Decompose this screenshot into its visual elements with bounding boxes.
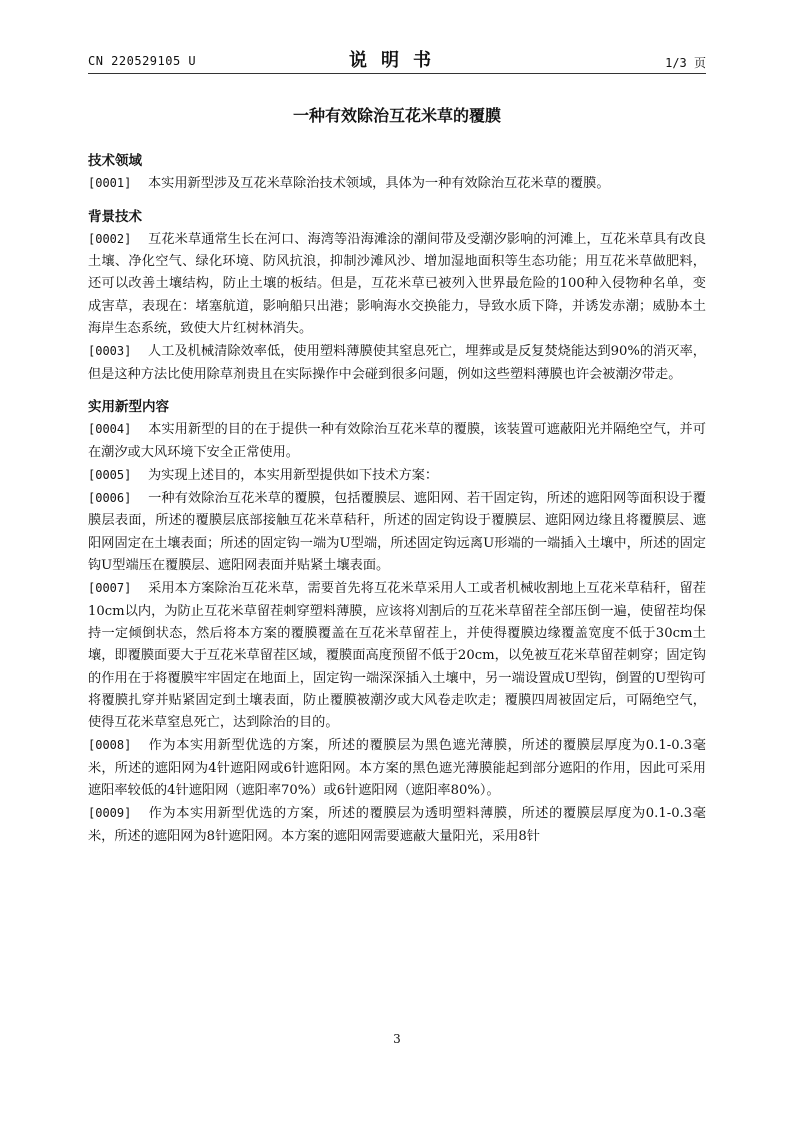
paragraph-text: 作为本实用新型优选的方案，所述的覆膜层为透明塑料薄膜，所述的覆膜层厚度为0.1-0.3毫米，所述的遮阳网为8针遮阳网。本方案的遮阳网需要遮蔽大量阳光，采用8针 bbox=[88, 806, 706, 844]
paragraph-0005 bbox=[88, 464, 706, 487]
page-header bbox=[88, 46, 706, 74]
paragraph-text: 人工及机械清除效率低，使用塑料薄膜使其窒息死亡，埋葬或是反复焚烧能达到90%的消灭率，但是这种方法比使用除草剂贵且在实际操作中会碰到很多问题，例如这些塑料薄膜也许会被潮汐带走。 bbox=[88, 344, 706, 382]
page-indicator: 1/3 页 bbox=[665, 56, 706, 70]
paragraph-text: 作为本实用新型优选的方案，所述的覆膜层为黑色遮光薄膜，所述的覆膜层厚度为0.1-0.3毫米，所述的遮阳网为4针遮阳网或6针遮阳网。本方案的黑色遮光薄膜能起到部分遮阳的作用，因此可采用遮阳率较低的4针遮阳网（遮阳率70%）或6针遮阳网（遮阳率80%）。 bbox=[88, 738, 706, 799]
document-body bbox=[88, 150, 706, 848]
header-rule bbox=[88, 73, 706, 74]
section-heading-utility-model-content: 实用新型内容 bbox=[88, 398, 169, 415]
document-type: 说明书 bbox=[349, 50, 445, 71]
paragraph-0008 bbox=[88, 734, 706, 802]
paragraph-0001 bbox=[88, 172, 706, 195]
paragraph-text: 为实现上述目的，本实用新型提供如下技术方案： bbox=[148, 467, 439, 483]
paragraph-0009 bbox=[88, 802, 706, 848]
paragraph-0003 bbox=[88, 340, 706, 386]
paragraph-0002 bbox=[88, 228, 706, 340]
paragraph-text: 一种有效除治互花米草的覆膜，包括覆膜层、遮阳网、若干固定钩，所述的遮阳网等面积设于覆膜层表面，所述的覆膜层底部接触互花米草秸秆，所述的固定钩设于覆膜层、遮阳网边缘且将覆膜层、遮阳网固定在土壤表面；所述的固定钩一端为U型端，所述固定钩远离U形端的一端插入土壤中，所述的固定钩U型端压在覆膜层、遮阳网表面并贴紧土壤表面。 bbox=[88, 491, 706, 574]
publication-number: CN 220529105 U bbox=[88, 54, 197, 68]
paragraph-number: [0009] bbox=[88, 806, 132, 821]
paragraph-0007 bbox=[88, 577, 706, 734]
paragraph-0004 bbox=[88, 418, 706, 464]
paragraph-number: [0003] bbox=[88, 344, 132, 359]
paragraph-number: [0005] bbox=[88, 467, 132, 482]
paragraph-text: 本实用新型涉及互花米草除治技术领域，具体为一种有效除治互花米草的覆膜。 bbox=[148, 176, 610, 192]
section-heading-technical-field: 技术领域 bbox=[88, 153, 142, 169]
document-title: 一种有效除治互花米草的覆膜 bbox=[292, 106, 501, 125]
paragraph-number: [0007] bbox=[88, 581, 132, 596]
section-heading-background: 背景技术 bbox=[88, 208, 142, 225]
page-number: 3 bbox=[393, 1032, 401, 1046]
paragraph-number: [0006] bbox=[88, 491, 132, 506]
paragraph-text: 互花米草通常生长在河口、海湾等沿海滩涂的潮间带及受潮汐影响的河滩上，互花米草具有改良土壤、净化空气、绿化环境、防风抗浪，抑制沙滩风沙、增加湿地面积等生态功能；用互花米草做肥料，还可以改善土壤结构，防止土壤的板结。但是，互花米草已被列入世界最危险的100种入侵物种名单，变成害草，表现在：堵塞航道，影响船只出港；影响海水交换能力，导致水质下降，并诱发赤潮；威胁本土海岸生态系统，致使大片红树林消失。 bbox=[88, 231, 706, 337]
paragraph-number: [0001] bbox=[88, 176, 132, 191]
paragraph-text: 采用本方案除治互花米草，需要首先将互花米草采用人工或者机械收割地上互花米草秸秆，留茬10cm以内，为防止互花米草留茬刺穿塑料薄膜，应该将刈割后的互花米草留茬全部压倒一遍，使留茬均保持一定倾倒状态，然后将本方案的覆膜覆盖在互花米草留茬上，并使得覆膜边缘覆盖宽度不低于30cm土壤，即覆膜面要大于互花米草留茬区域，覆膜面高度预留不低于20cm，以免被互花米草留茬刺穿；固定钩的作用在于将覆膜牢牢固定在地面上，固定钩一端深深插入土壤中，另一端设置成U型钩，倒置的U型钩可将覆膜扎穿并贴紧固定到土壤表面，防止覆膜被潮汐或大风卷走吹走；覆膜四周被固定后，可隔绝空气，使得互花米草窒息死亡，达到除治的目的。 bbox=[88, 581, 706, 731]
paragraph-number: [0002] bbox=[88, 231, 132, 246]
paragraph-0006 bbox=[88, 487, 706, 577]
paragraph-number: [0004] bbox=[88, 422, 132, 437]
paragraph-text: 本实用新型的目的在于提供一种有效除治互花米草的覆膜，该装置可遮蔽阳光并隔绝空气，并可在潮汐或大风环境下安全正常使用。 bbox=[88, 422, 706, 460]
paragraph-number: [0008] bbox=[88, 738, 132, 753]
